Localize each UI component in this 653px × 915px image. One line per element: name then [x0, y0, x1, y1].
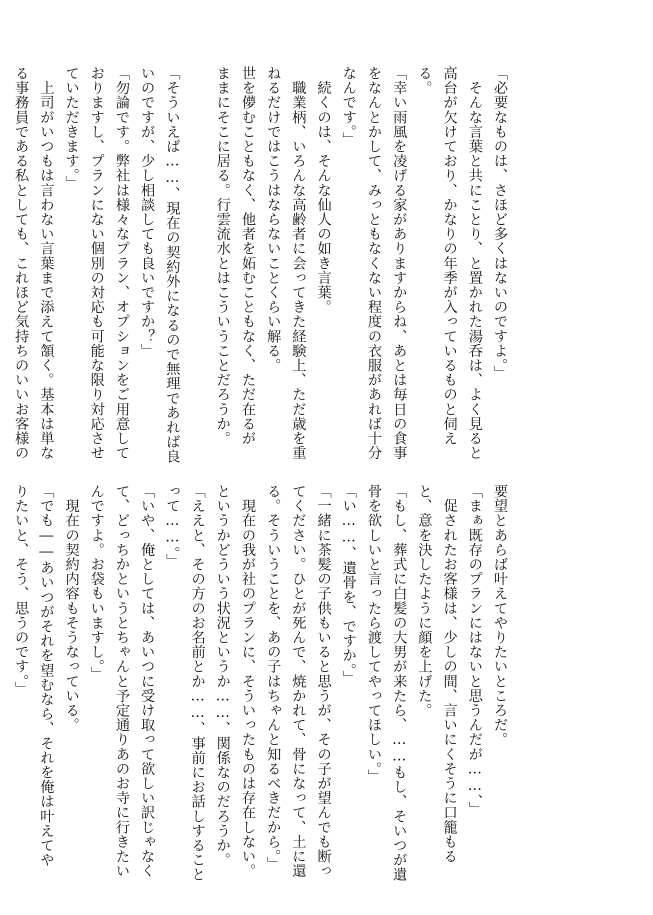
text-line: りたいと、そう、思うのです。」: [13, 484, 30, 696]
text-line: 現在の我が社のプランに、そういったものは存在しない。: [239, 484, 256, 879]
text-line: ままにそこに居る。行雲流水とはこういうことだろうか。: [214, 66, 231, 446]
text-line: というかどういう状況というか……、関係なのだろうか。: [214, 484, 231, 868]
text-line: 高台が欠けており、かなりの年季が入っているものと伺え: [441, 66, 458, 446]
text-line: 要望とあらば叶えてやりたいところだ。: [492, 484, 508, 747]
text-line: 「そういえば……、現在の契約外になるので無理であれば良: [164, 66, 181, 464]
text-line: 「必要なものは、さほど多くはないのですよ。」: [492, 66, 508, 381]
text-line: んですよ。お袋もいますし。」: [88, 484, 105, 682]
text-line: 「いや、俺としては、あいつに受け取って欲しい訳じゃなく: [139, 484, 156, 879]
text-line: ていただきます。」: [63, 66, 80, 191]
text-line: と、意を決したように顔を上げた。: [416, 484, 433, 718]
text-line: 「まぁ既存のプランにはないと思うんだが……、」: [466, 484, 483, 817]
text-line: 上司がいつもは言わない言葉まで添えて頷く。基本は単な: [38, 66, 55, 461]
text-line: 促されたお客様は、少しの間、言いにくそうに口籠もる: [441, 484, 458, 864]
text-line: 職業柄、いろんな高齢者に会ってきた経験上、ただ歳を重: [290, 66, 307, 461]
text-line: 現在の契約内容もそうなっている。: [63, 484, 80, 733]
bottom-text-block: [13, 484, 512, 882]
text-line: る。: [416, 66, 433, 96]
text-line: をなんとかして、みっともなくない程度の衣服があれば十分: [365, 66, 382, 461]
text-line: 世を儚むこともなく、他者を妬むこともなく、ただ在るが: [239, 66, 256, 446]
text-line: 骨を欲しいと言ったら渡してやってほしい。」: [365, 484, 382, 784]
text-line: 「い……、遺骨を、ですか。」: [340, 484, 357, 685]
text-line: 「幸い雨風を凌げる家がありますからね、あとは毎日の食事: [391, 66, 408, 461]
text-line: 続くのは、そんな仙人の如き言葉。: [315, 66, 332, 315]
text-line: そんな言葉と共にことり、と置かれた湯呑は、よく見ると: [466, 66, 483, 461]
text-line: いのですが、少し相談しても良いですか？」: [139, 66, 156, 358]
text-line: て、どっちかというとちゃんと予定通りあのお寺に行きたい: [113, 484, 130, 879]
text-line: 「でも――あいつがそれを望むなら、それを俺は叶えてや: [38, 484, 55, 868]
text-line: 「ええと、その方のお名前とか……、事前にお話しすること: [189, 484, 206, 882]
text-line: 「もし、葬式に白髪の大男が来たら、……もし、そいつが遺: [391, 484, 408, 882]
blank-line: [184, 66, 209, 414]
text-line: る。そういうことを、あの子はちゃんと知るべきだから。」: [265, 484, 282, 872]
text-line: 「勿論です。弊社は様々なプラン、オプションをご用意して: [113, 66, 130, 461]
text-line: る事務員である私としても、これほど気持ちのいいお客様の: [13, 66, 30, 461]
top-text-block: [13, 66, 512, 464]
text-line: 「一緒に茶髪の子供もいると思うが、その子が望んでも断っ: [315, 484, 332, 879]
text-line: ねるだけではこうはならないことくらい解る。: [265, 66, 282, 373]
text-line: おりますし、プランにない個別の対応も可能な限り対応させ: [88, 66, 105, 461]
text-line: って……。」: [164, 484, 181, 569]
text-line: てください。ひとが死んで、焼かれて、骨になって、土に還: [290, 484, 307, 879]
text-line: なんです。」: [340, 66, 357, 147]
